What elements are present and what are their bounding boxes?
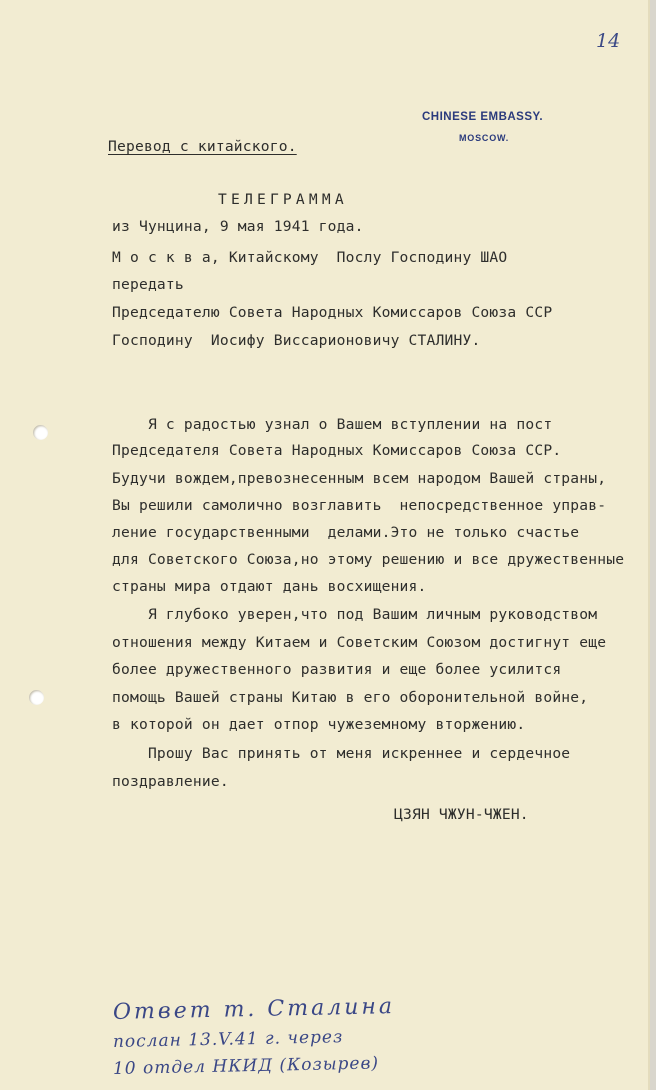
body-line: Вы решили самолично возглавить непосредственное управ- (112, 497, 607, 514)
translation-note: Перевод с китайского. (108, 138, 297, 155)
handwritten-note-line: 10 отдел НКИД (Козырев) (112, 1053, 380, 1079)
body-line: в которой он дает отпор чужеземному вторжению. (112, 716, 526, 733)
punch-hole (33, 425, 48, 440)
recipient-name-line: Господину Иосифу Виссарионовичу СТАЛИНУ. (112, 332, 481, 349)
handwritten-note-line: послан 13.V.41 г. через (112, 1027, 344, 1052)
body-line: отношения между Китаем и Советским Союзом достигнут еще (112, 634, 607, 651)
body-line: Будучи вождем,превознесенным всем народом Вашей страны, (112, 470, 607, 487)
body-line: страны мира отдают дань восхищения. (112, 578, 427, 595)
telegram-title: ТЕЛЕГРАММА (218, 191, 348, 208)
body-line: ление государственными делами.Это не только счастье (112, 524, 580, 541)
signature: ЦЗЯН ЧЖУН-ЧЖЕН. (394, 806, 529, 823)
origin-date-line: из Чунцина, 9 мая 1941 года. (112, 218, 364, 235)
body-line: Прошу Вас принять от меня искреннее и сердечное (112, 745, 571, 762)
body-line: для Советского Союза,но этому решению и все дружественные (112, 551, 625, 568)
letterhead-embassy-name: CHINESE EMBASSY. (422, 111, 544, 123)
body-line: более дружественного развития и еще более усилится (112, 661, 562, 678)
letterhead-embassy-city: MOSCOW. (459, 133, 510, 143)
punch-hole (29, 690, 44, 705)
recipient-title-line: Председателю Совета Народных Комиссаров Союза ССР (112, 304, 553, 321)
page-number: 14 (596, 30, 621, 52)
body-line: помощь Вашей страны Китаю в его оборонительной войне, (112, 689, 589, 706)
handwritten-note-line: Ответ т. Сталина (112, 994, 396, 1025)
body-line: Председателя Совета Народных Комиссаров Союза ССР. (112, 442, 562, 459)
body-line: Я с радостью узнал о Вашем вступлении на пост (112, 416, 553, 433)
addressee-line: М о с к в а, Китайскому Послу Господину ШАО (112, 249, 508, 266)
forward-instruction-line: передать (112, 276, 184, 293)
body-line: Я глубоко уверен,что под Вашим личным руководством (112, 606, 598, 623)
body-line: поздравление. (112, 773, 229, 790)
